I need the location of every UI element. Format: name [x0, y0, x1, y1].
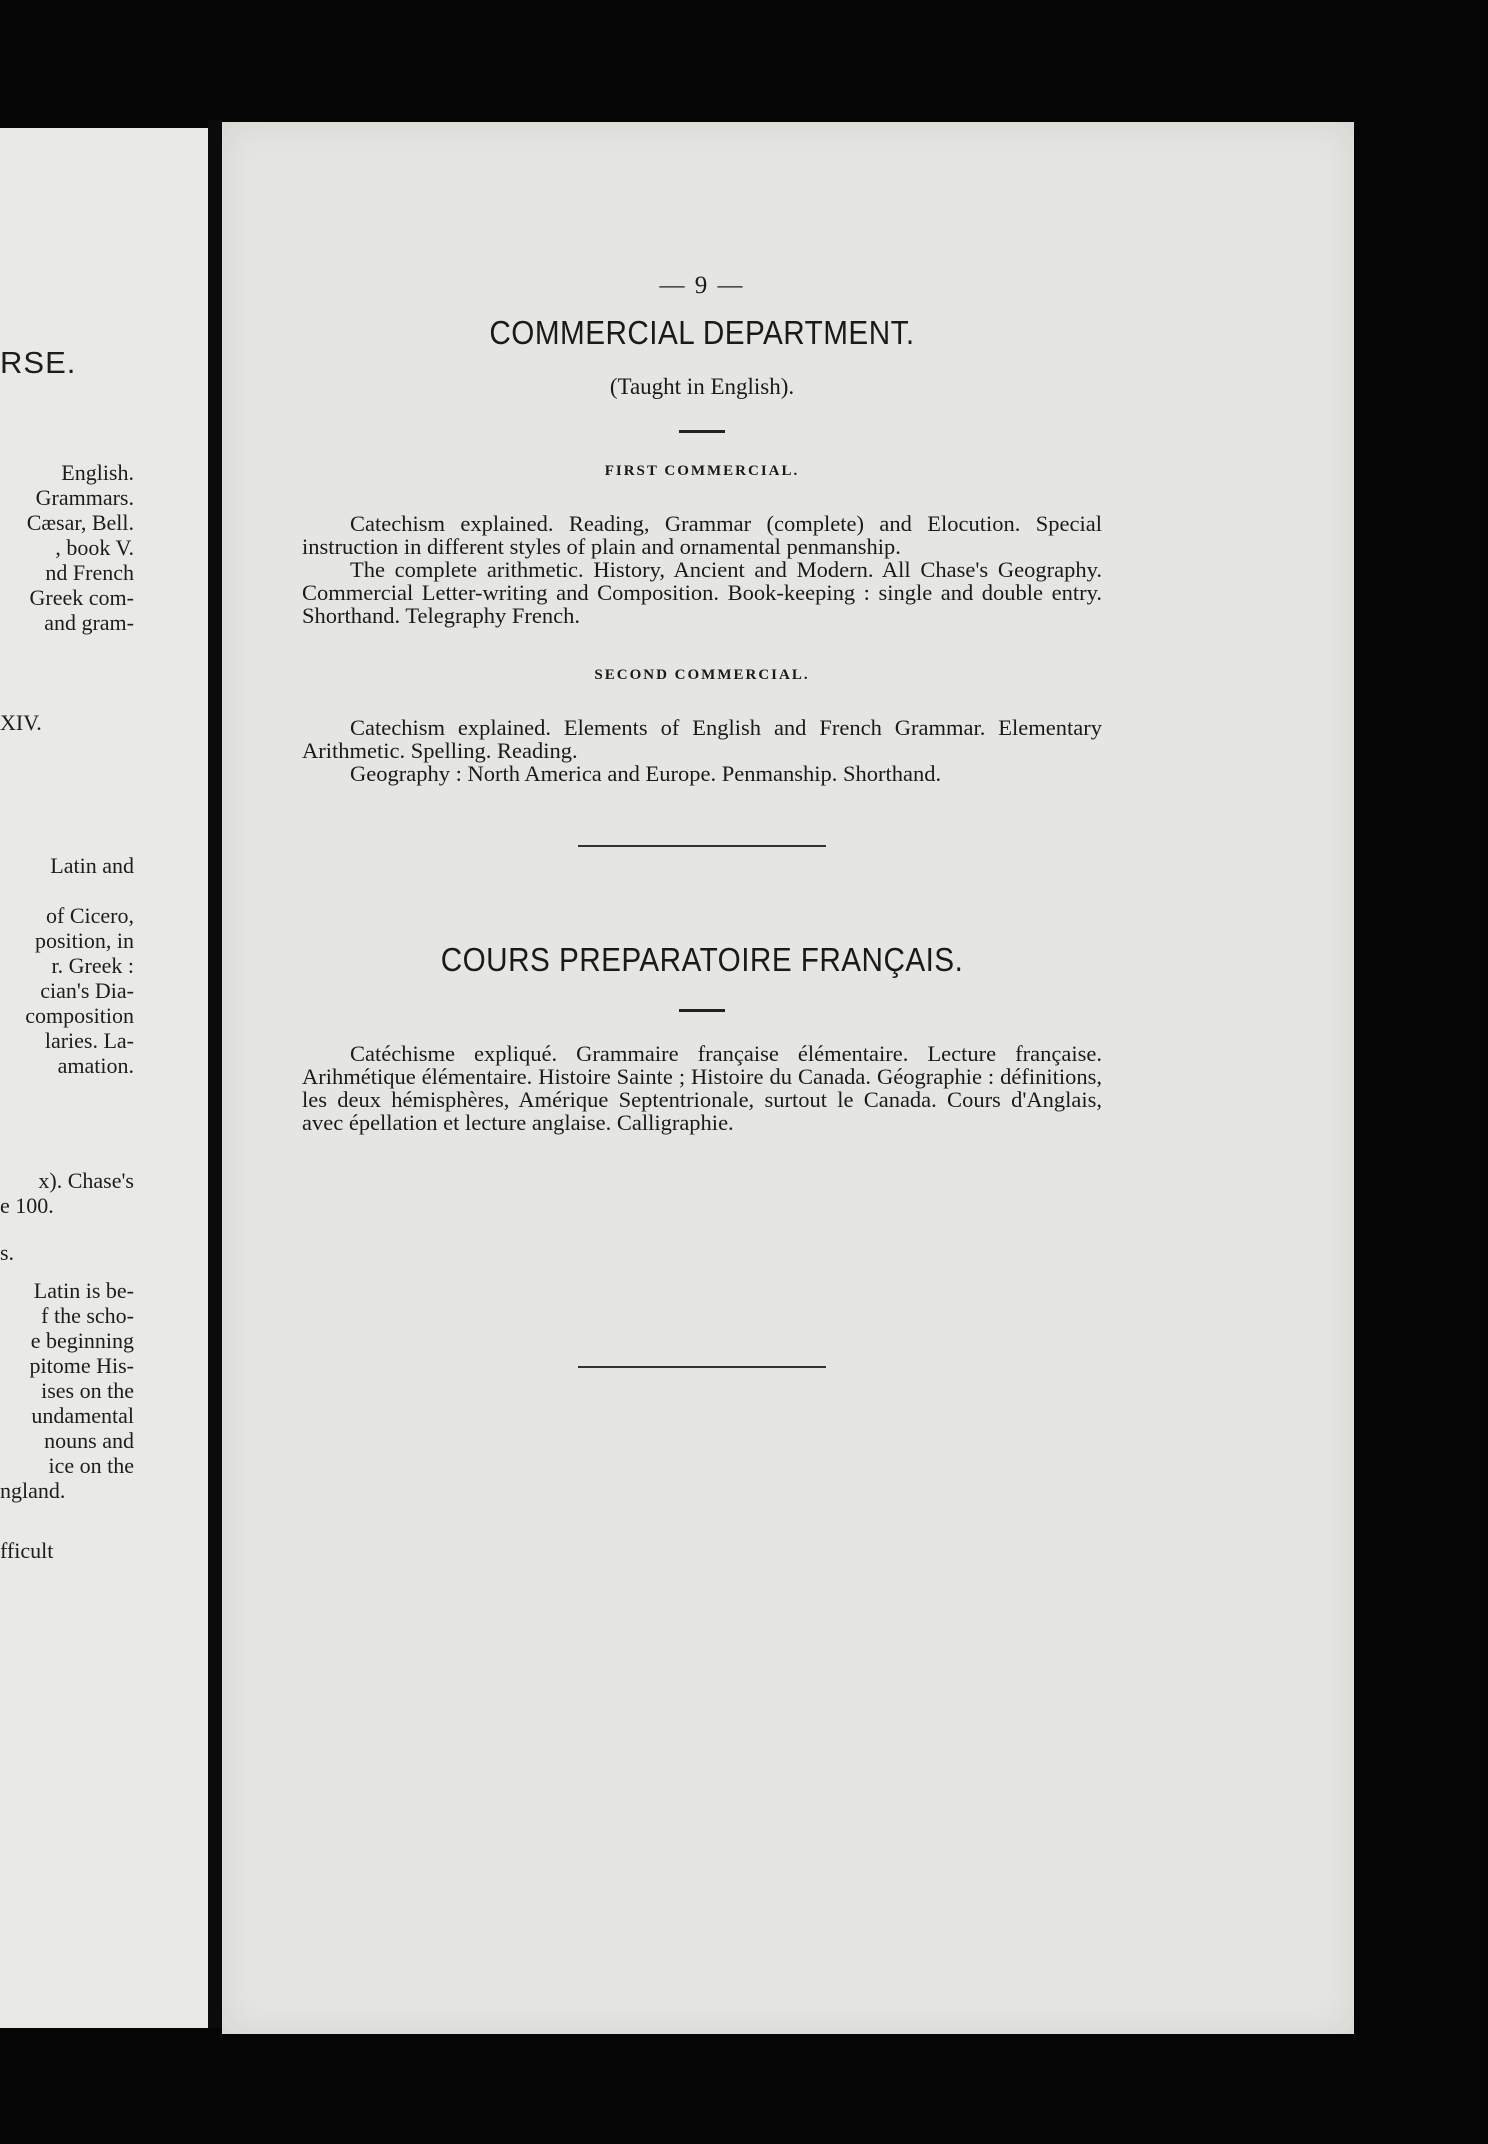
left-page-line: e 100. [0, 1193, 54, 1218]
left-page-line: Greek com- [29, 585, 134, 610]
commercial-subtitle: (Taught in English). [609, 374, 795, 399]
page [222, 122, 1354, 2034]
left-page-line: ngland. [0, 1478, 66, 1503]
left-page-line: pitome His- [29, 1353, 134, 1378]
cours-preparatoire-paragraph: Catéchisme expliqué. Grammaire française élémentaire. Lecture française. Arihmétique élémentaire. Histoire Sainte ; Histoire du Canada. Géographie : définitions, les deux hémisphères, Amérique Septentrionale, surtout le Canada. Cours d'Anglais, avec épellation et lecture anglaise. Calligraphie. [302, 1041, 1102, 1135]
left-page-line: Cæsar, Bell. [26, 510, 134, 535]
left-page-line: cian's Dia- [40, 978, 134, 1003]
left-page-line: Grammars. [35, 485, 134, 510]
left-page-line: of Cicero, [46, 903, 134, 928]
page-number: — 9 — [659, 272, 745, 299]
left-page-line: r. Greek : [51, 953, 134, 978]
left-page-line: nd French [45, 560, 134, 585]
page-body [302, 272, 1102, 1368]
first-commercial-paragraph-2: The complete arithmetic. History, Ancient and Modern. All Chase's Geography. Commercial Letter-writing and Composition. Book-keeping : single and double entry. Shorthand. Telegraphy French. [302, 557, 1102, 628]
left-page-line: English. [61, 460, 134, 485]
section-dash [679, 1009, 725, 1012]
section-dash [679, 430, 725, 433]
second-commercial-text [302, 716, 1102, 785]
second-commercial-heading: SECOND COMMERCIAL. [594, 667, 810, 683]
commercial-department-title: COMMERCIAL DEPARTMENT. [489, 314, 915, 351]
left-page-line: ice on the [48, 1453, 134, 1478]
left-page-line: and gram- [44, 610, 134, 635]
left-page-line: nouns and [44, 1428, 134, 1453]
cours-preparatoire-title: COURS PREPARATOIRE FRANÇAIS. [440, 941, 964, 978]
left-page-line: amation. [57, 1053, 134, 1078]
end-rule [578, 1366, 826, 1368]
book-gutter [208, 120, 222, 2028]
left-page-line: ises on the [41, 1378, 134, 1403]
first-commercial-heading: FIRST COMMERCIAL. [604, 463, 800, 479]
left-page-line: position, in [34, 928, 134, 953]
left-page-line: XIV. [0, 710, 42, 735]
left-page-line: f the scho- [41, 1303, 134, 1328]
second-commercial-paragraph-1: Catechism explained. Elements of English and French Grammar. Elementary Arithmetic. Spelling. Reading. [302, 715, 1102, 763]
left-page-line: undamental [31, 1403, 134, 1428]
section-divider-rule [578, 845, 826, 847]
first-commercial-paragraph-1: Catechism explained. Reading, Grammar (complete) and Elocution. Special instruction in different styles of plain and ornamental penmanship. [302, 511, 1102, 559]
left-page-line: laries. La- [44, 1028, 134, 1053]
left-page-line: composition [25, 1003, 134, 1028]
left-page-line: fficult [0, 1538, 54, 1563]
left-page-line: Latin and [50, 853, 134, 878]
left-page-line: e beginning [30, 1328, 134, 1353]
left-page-line: s. [0, 1240, 15, 1265]
left-page-heading: RSE. [0, 345, 77, 380]
left-page-line: , book V. [55, 535, 134, 560]
left-page-line: x). Chase's [38, 1168, 134, 1193]
left-page-line: Latin is be- [33, 1278, 134, 1303]
first-commercial-text [302, 512, 1102, 627]
second-commercial-paragraph-2: Geography : North America and Europe. Penmanship. Shorthand. [350, 761, 942, 786]
left-page-fragment [0, 128, 208, 2028]
